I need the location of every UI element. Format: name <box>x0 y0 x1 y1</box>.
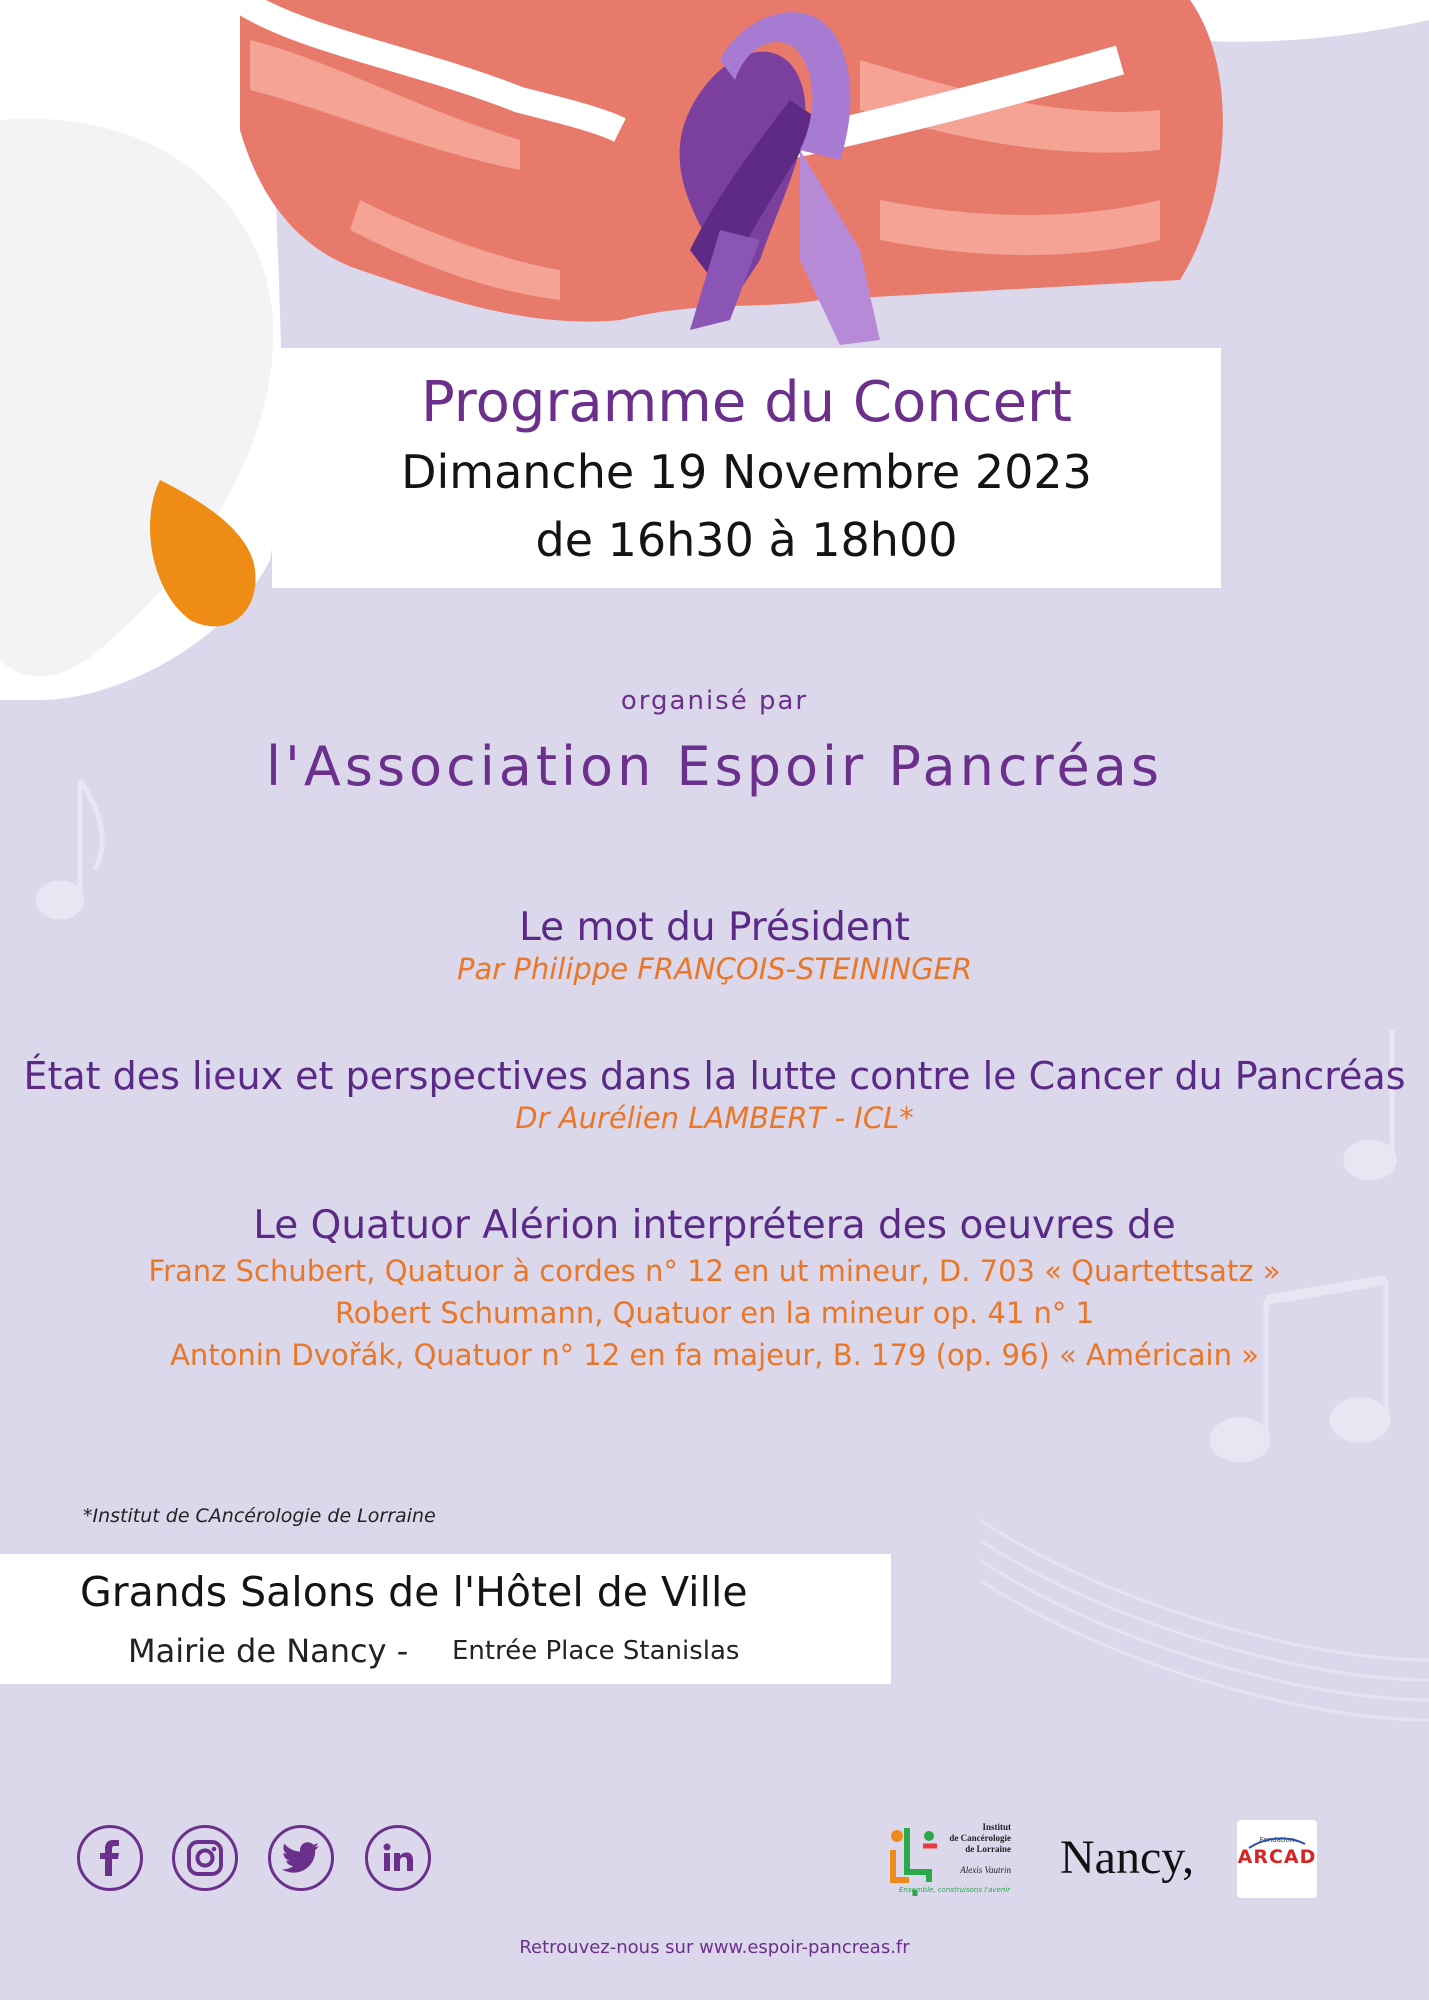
work-dvorak: Antonin Dvořák, Quatuor n° 12 en fa majeur, B. 179 (op. 96) « Américain » <box>170 1338 1259 1372</box>
facebook-icon[interactable] <box>77 1825 143 1891</box>
arcad-top: Fondation <box>1259 1836 1295 1844</box>
venue-name: Grands Salons de l'Hôtel de Ville <box>80 1568 748 1616</box>
icl-tagline: Ensemble, construisons l'avenir <box>899 1886 1011 1894</box>
nancy-logo: Nancy, <box>1060 1831 1195 1884</box>
twitter-icon[interactable] <box>268 1825 334 1891</box>
program-subtitle-president: Par Philippe FRANÇOIS-STEININGER <box>456 952 973 986</box>
icl-line3: de Lorraine <box>965 1844 1011 1854</box>
concert-time: de 16h30 à 18h00 <box>535 513 958 567</box>
footnote: *Institut de CAncérologie de Lorraine <box>83 1505 436 1527</box>
venue-place: Mairie de Nancy - <box>128 1632 409 1670</box>
program-heading-state: État des lieux et perspectives dans la lutte contre le Cancer du Pancréas <box>23 1054 1406 1098</box>
work-schumann: Robert Schumann, Quatuor en la mineur op. 41 n° 1 <box>334 1296 1095 1330</box>
program-subtitle-state: Dr Aurélien LAMBERT - ICL* <box>515 1101 914 1135</box>
organizer-name: l'Association Espoir Pancréas <box>265 735 1164 798</box>
program-heading-quartet: Le Quatuor Alérion interprétera des oeuvres de <box>253 1203 1176 1248</box>
instagram-icon[interactable] <box>172 1825 238 1891</box>
concert-date: Dimanche 19 Novembre 2023 <box>401 445 1092 499</box>
icl-line4: Alexis Vautrin <box>960 1865 1011 1875</box>
title-box <box>272 348 1221 588</box>
icl-line2: de Cancérologie <box>949 1833 1011 1843</box>
website-text: Retrouvez-nous sur www.espoir-pancreas.fr <box>519 1937 910 1958</box>
linkedin-icon[interactable] <box>365 1825 431 1891</box>
concert-title: Programme du Concert <box>421 370 1072 435</box>
work-schubert: Franz Schubert, Quatuor à cordes n° 12 en ut mineur, D. 703 « Quartettsatz » <box>148 1254 1281 1288</box>
venue-entrance: Entrée Place Stanislas <box>452 1636 740 1666</box>
icl-logo <box>885 1820 1025 1900</box>
arcad-name: ARCAD <box>1237 1846 1317 1868</box>
program-heading-president: Le mot du Président <box>519 905 910 950</box>
icl-line1: Institut <box>982 1822 1011 1832</box>
arcad-logo <box>1237 1820 1317 1898</box>
organizer-prefix: organisé par <box>620 686 809 716</box>
